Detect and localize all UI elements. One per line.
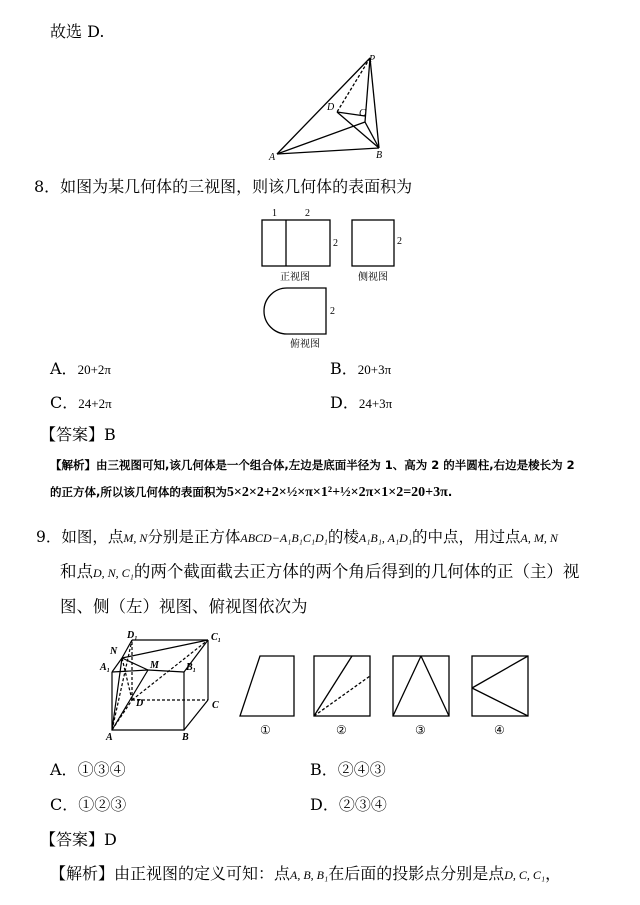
cube-label-d: D — [136, 698, 144, 709]
q9-analysis-math: D, C, C₁ — [504, 868, 546, 882]
option-letter: A． — [50, 760, 78, 779]
dim-top-2: 2 — [330, 306, 335, 317]
q9-option-c[interactable] — [50, 795, 126, 815]
view-4 — [470, 654, 532, 736]
q9-text: 9．如图，点 — [36, 528, 124, 546]
q9-analysis-math: A, B, B₁ — [290, 868, 329, 882]
cube-figure — [100, 628, 235, 743]
side-view-label: 侧视图 — [358, 272, 388, 283]
dim-side-2: 2 — [397, 236, 402, 247]
q9-math: ABCD−A₁B₁C₁D₁ — [240, 531, 328, 545]
cube-label-n: N — [110, 646, 118, 657]
view-number-1: ① — [260, 723, 271, 737]
cube-label-c: C — [212, 700, 219, 711]
q9-text: 的棱 — [327, 528, 359, 546]
label-d: D — [327, 102, 335, 113]
option-value: ②④③ — [337, 760, 386, 779]
q8-analysis-prefix: 的正方体,所以该几何体的表面积为 — [50, 485, 227, 499]
q9-answer: 【答案】D — [40, 830, 117, 849]
view-number-2: ② — [336, 723, 347, 737]
label-p: P — [369, 54, 376, 65]
dim-front-1: 1 — [272, 208, 277, 219]
q9-math: A₁B₁, A₁D₁ — [358, 531, 412, 545]
q9-stem-line1 — [36, 527, 558, 548]
option-value: ①②③ — [78, 795, 127, 814]
cube-label-a: A — [106, 732, 113, 743]
q9-analysis — [50, 864, 561, 885]
pyramid-figure — [265, 52, 395, 162]
q9-math: M, N — [123, 531, 148, 545]
q8-analysis-formula: 5×2×2+2×½×π×1²+½×2π×1×2=20+3π — [226, 485, 448, 500]
three-views-figure — [258, 204, 418, 348]
option-letter: C． — [50, 795, 79, 814]
dim-front-2-top: 2 — [305, 208, 310, 219]
front-view-label: 正视图 — [280, 272, 310, 283]
q8-option-a[interactable] — [50, 359, 111, 380]
cube-label-a1: A₁ — [100, 662, 111, 673]
option-letter: D． — [330, 393, 359, 412]
label-c: C — [359, 108, 366, 119]
q9-math: A, M, N — [520, 531, 558, 545]
q9-text: 的中点，用过点 — [412, 528, 521, 546]
q9-text: 的两个截面截去正方体的两个角后得到的几何体的正（主）视 — [133, 562, 580, 581]
q8-option-c[interactable] — [50, 393, 112, 414]
q9-stem-line2 — [60, 562, 579, 583]
q8-analysis-line1: 【解析】由三视图可知,该几何体是一个组合体,左边是底面半径为 1、高为 2 的半圆柱,右边是棱长为 2 — [50, 458, 575, 472]
option-value: 20+3π — [357, 362, 392, 377]
view-1 — [238, 654, 298, 736]
q9-option-b[interactable] — [310, 760, 386, 780]
option-value: 24+3π — [358, 396, 393, 411]
q8-analysis-end: . — [447, 485, 453, 499]
option-letter: B． — [330, 359, 358, 378]
q9-analysis-text: 在后面的投影点分别是点 — [328, 864, 505, 883]
view-3 — [391, 654, 453, 736]
view-number-3: ③ — [415, 723, 426, 737]
label-a: A — [269, 152, 276, 163]
cube-label-m: M — [150, 660, 159, 671]
option-value: ②③④ — [338, 795, 387, 814]
cube-label-b1: B₁ — [186, 662, 197, 673]
option-letter: D． — [310, 795, 339, 814]
option-letter: A． — [50, 359, 78, 378]
option-letter: C． — [50, 393, 79, 412]
q9-text: 分别是正方体 — [147, 528, 241, 546]
q9-analysis-text: ， — [545, 864, 562, 883]
view-2 — [312, 654, 374, 736]
view-number-4: ④ — [494, 723, 505, 737]
cube-label-d1: D₁ — [127, 630, 138, 641]
top-view-label: 俯视图 — [290, 339, 320, 350]
cube-label-c1: C₁ — [211, 632, 222, 643]
dim-front-2-right: 2 — [333, 238, 338, 249]
q8-option-b[interactable] — [330, 359, 391, 380]
q9-analysis-text: 【解析】由正视图的定义可知：点 — [50, 864, 291, 883]
option-value: 24+2π — [78, 396, 112, 411]
cube-label-b: B — [182, 732, 189, 743]
q9-math: D, N, C₁ — [93, 566, 134, 580]
q8-answer: 【答案】B — [40, 425, 116, 444]
option-value: ①③④ — [77, 760, 126, 779]
q8-analysis-line2 — [50, 484, 452, 501]
option-letter: B． — [310, 760, 338, 779]
q9-option-a[interactable] — [50, 760, 126, 780]
label-b: B — [376, 150, 383, 161]
q9-stem-line3: 图、侧（左）视图、俯视图依次为 — [60, 597, 308, 616]
top-line: 故选 D. — [50, 22, 105, 41]
option-value: 20+2π — [77, 362, 111, 377]
q8-option-d[interactable] — [330, 393, 392, 414]
q9-option-d[interactable] — [310, 795, 387, 815]
q8-stem: 8．如图为某几何体的三视图，则该几何体的表面积为 — [34, 177, 413, 196]
q9-text: 和点 — [60, 562, 93, 581]
